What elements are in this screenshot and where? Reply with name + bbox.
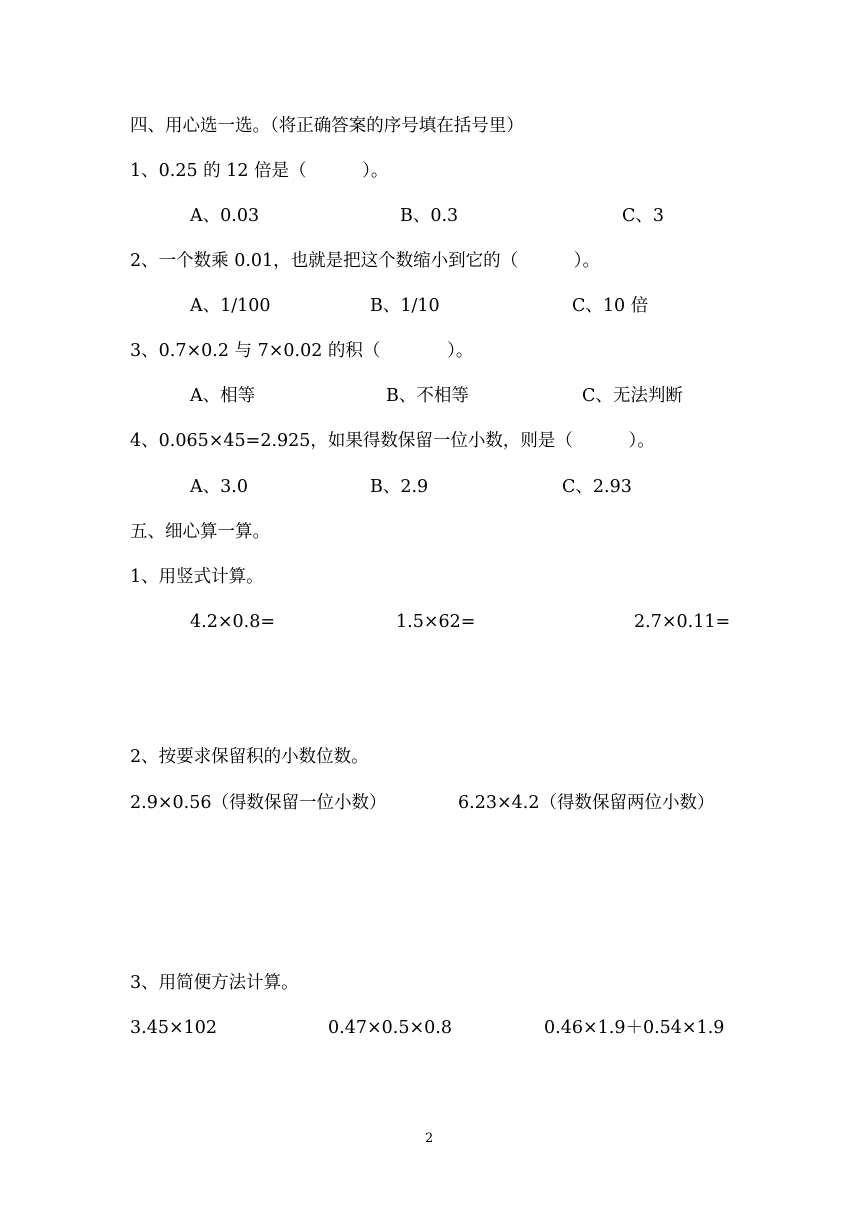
page-number: 2 (425, 1131, 434, 1146)
section4-title: 四、用心选一选。（将正确答案的序号填在括号里） (130, 116, 524, 136)
part3-title: 3、用简便方法计算。 (130, 973, 299, 993)
q4-option-a: A、3.0 (190, 477, 248, 497)
part2-title: 2、按要求保留积的小数位数。 (130, 747, 369, 767)
part3-item-1: 3.45×102 (130, 1018, 218, 1038)
q2-option-b: B、1/10 (370, 296, 440, 316)
part3-item-2: 0.47×0.5×0.8 (328, 1018, 452, 1038)
section5-title: 五、细心算一算。 (130, 522, 270, 542)
q1-option-b: B、0.3 (400, 206, 459, 226)
question-1: 1、0.25 的 12 倍是（ ）。 (130, 161, 389, 181)
q2-option-c: C、10 倍 (572, 296, 649, 316)
part1-title: 1、用竖式计算。 (130, 567, 264, 587)
q4-option-c: C、2.93 (562, 477, 632, 497)
part2-item-1: 2.9×0.56（得数保留一位小数） (130, 793, 387, 813)
q4-option-b: B、2.9 (370, 477, 429, 497)
q3-option-a: A、相等 (190, 386, 256, 406)
q1-option-a: A、0.03 (190, 206, 260, 226)
part1-item-2: 1.5×62= (396, 612, 476, 632)
part3-item-3: 0.46×1.9＋0.54×1.9 (544, 1018, 725, 1038)
question-2: 2、一个数乘 0.01，也就是把这个数缩小到它的（ ）。 (130, 251, 601, 271)
q3-option-b: B、不相等 (386, 386, 469, 406)
part2-item-2: 6.23×4.2（得数保留两位小数） (458, 793, 715, 813)
q3-option-c: C、无法判断 (582, 386, 683, 406)
part1-item-3: 2.7×0.11= (634, 612, 731, 632)
question-4: 4、0.065×45=2.925，如果得数保留一位小数，则是（ ）。 (130, 431, 655, 451)
q2-option-a: A、1/100 (190, 296, 271, 316)
q1-option-c: C、3 (622, 206, 665, 226)
part1-item-1: 4.2×0.8= (190, 612, 275, 632)
question-3: 3、0.7×0.2 与 7×0.02 的积（ ）。 (130, 341, 474, 361)
